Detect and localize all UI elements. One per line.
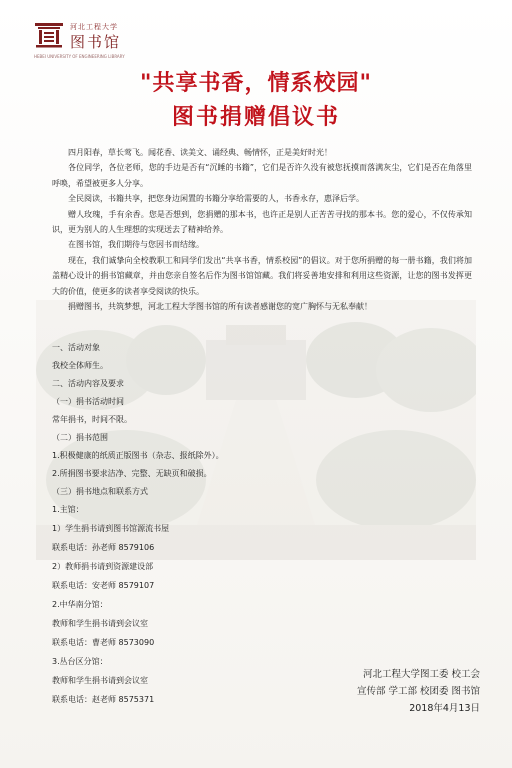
section-line: 常年捐书，时间不限。: [52, 415, 132, 424]
paragraph: 在图书馆，我们期待与您因书而结缘。: [68, 240, 204, 250]
section-line: 教师和学生捐书请到会议室: [52, 619, 148, 628]
paragraph: 赠人玫瑰，手有余香。您是否想到，您捐赠的那本书，也许正是别人正苦苦寻找的那本书。您的爱心，不仅传承知识，更为别人的人生理想的实现送去了精神给养。: [52, 209, 472, 235]
section-line: 1）学生捐书请到图书馆源流书屋: [52, 524, 170, 533]
library-emblem-icon: [34, 20, 64, 50]
paragraph: 捐赠图书，共筑梦想，河北工程大学图书馆的所有读者感谢您的宽广胸怀与无私奉献！: [68, 302, 372, 312]
campus-background-image: [36, 300, 476, 560]
signature-date: 2018年4月13日: [409, 703, 480, 714]
contact-line: 联系电话：曹老师 8573090: [52, 638, 155, 647]
section-line: 1.积极健康的纸质正版图书（杂志、报纸除外）。: [52, 451, 224, 460]
paragraph: 各位同学，各位老师，您的手边是否有“沉睡的书籍”，它们是否许久没有被您抚摸而落满灰尘，它们是否在角落里呼唤，希望被更多人分享。: [52, 163, 472, 188]
subsection-heading-location: （三）捐书地点和联系方式: [52, 487, 148, 496]
section-line: 3.丛台区分馆：: [52, 657, 108, 666]
library-logo: [34, 20, 144, 59]
signature-organizers-2: 宣传部 学工部 校团委 图书馆: [356, 686, 480, 697]
contact-line: 联系电话：安老师 8579107: [52, 581, 155, 590]
paragraph: 四月阳春，草长莺飞。闻花香、读美文、诵经典、畅情怀，正是美好时光！: [68, 148, 332, 157]
logo-library-title: 图书馆: [70, 33, 122, 51]
section-line: 我校全体师生。: [52, 361, 108, 370]
section-heading-content: 二、活动内容及要求: [52, 379, 124, 388]
section-line: 2.所捐图书要求洁净、完整、无缺页和破损。: [52, 469, 212, 478]
proposal-body: [52, 145, 472, 314]
contact-line: 联系电话：孙老师 8579106: [52, 543, 155, 552]
section-line: 教师和学生捐书请到会议室: [52, 676, 148, 685]
section-line: 2）教师捐书请到资源建设部: [52, 562, 154, 571]
document-title: 图书捐赠倡议书: [171, 105, 340, 130]
subsection-heading-scope: （二）捐书范围: [52, 433, 108, 442]
section-line: 2.中华南分馆：: [52, 600, 108, 609]
paragraph: 全民阅读，书籍共享，把您身边闲置的书籍分享给需要的人，书香永存，惠泽后学。: [68, 194, 364, 204]
signature-organizers-1: 河北工程大学图工委 校工会: [362, 669, 480, 680]
contact-line: 联系电话：赵老师 8575371: [52, 695, 155, 704]
subsection-heading-time: （一）捐书活动时间: [52, 397, 124, 406]
slogan-title: "共享书香，情系校园": [140, 71, 372, 96]
paragraph: 现在，我们诚挚向全校教职工和同学们发出“共享书香，情系校园”的倡议。对于您所捐赠的每一册书籍，我们将加盖精心设计的捐书馆藏章，并由您亲自签名后作为图书馆馆藏。我们将妥善地安排和利用这些资源，让您的图书发挥更大的价值，使更多的读者享受阅读的快乐。: [52, 255, 472, 296]
logo-english-name: HEBEI UNIVERSITY OF ENGINEERING LIBRARY: [34, 54, 125, 59]
section-heading-participants: 一、活动对象: [52, 343, 100, 352]
section-line: 1.主馆：: [52, 505, 84, 514]
logo-university-name: 河北工程大学: [70, 23, 118, 31]
